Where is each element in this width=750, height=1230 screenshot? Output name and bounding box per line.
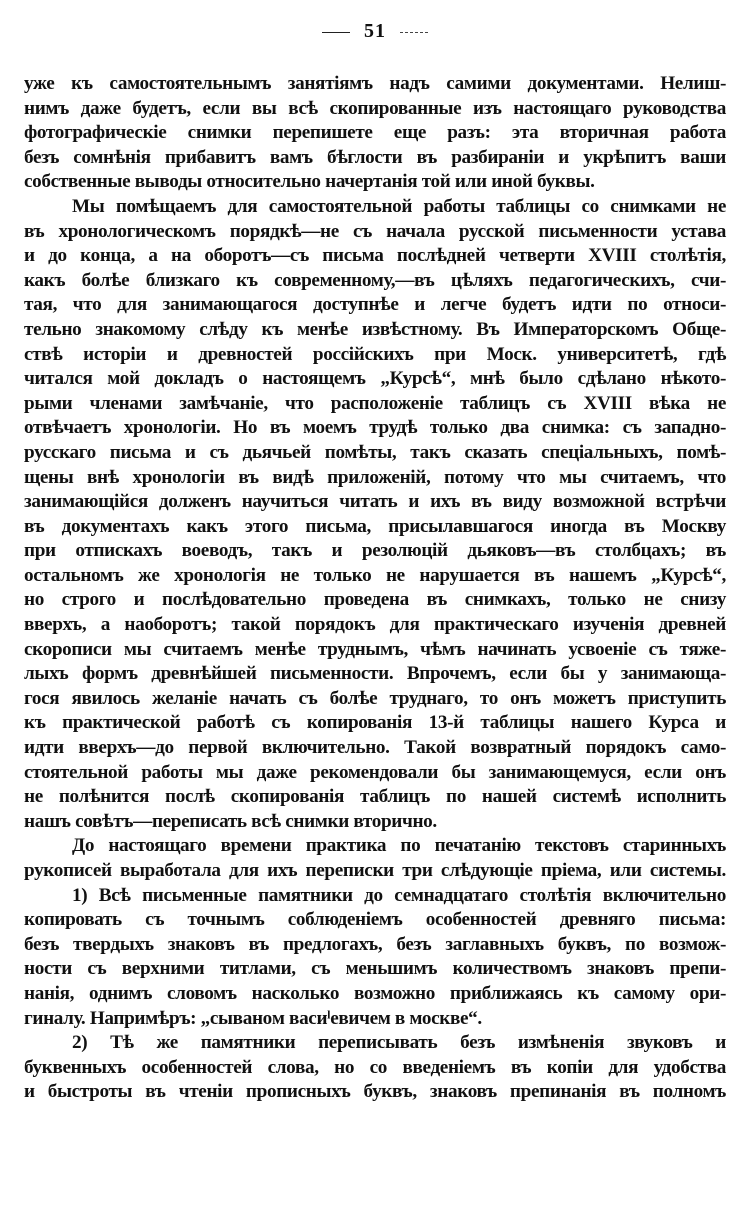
page-number-header: [0, 20, 750, 43]
text-line: 2) Тѣ же памятники переписывать безъ измѣненія звуковъ и: [72, 1032, 726, 1054]
text-line: въ хронологическомъ порядкѣ—не съ начала русской письменности устава: [24, 220, 726, 242]
text-line: лыхъ формъ древнѣйшей письменности. Впрочемъ, если бы у занимающа-: [24, 663, 726, 685]
text-line: и быстроты въ чтеніи прописныхъ буквъ, знаковъ препинанія въ полномъ: [24, 1081, 726, 1103]
text-line: скорописи мы считаемъ менѣе труднымъ, чѣмъ начинать усвоеніе съ тяже-: [24, 638, 726, 660]
text-line: копировать съ точнымъ соблюденіемъ особенностей древняго письма:: [24, 909, 726, 931]
text-line: Мы помѣщаемъ для самостоятельной работы таблицы со снимками не: [72, 195, 726, 217]
text-line: тельно знакомому слѣду къ менѣе извѣстному. Въ Императорскомъ Обще-: [24, 318, 726, 340]
left-dash-rule: [322, 32, 350, 33]
right-dash-rule: [400, 32, 428, 33]
text-line: уже къ самостоятельнымъ занятіямъ надъ самими документами. Нелиш-: [24, 73, 726, 94]
text-line: нанія, однимъ словомъ насколько возможно приближаясь къ самому ори-: [24, 982, 726, 1004]
text-line: вверхъ, а наоборотъ; такой порядокъ для практическаго изученія древней: [24, 614, 726, 636]
text-line: тая, что для занимающагося доступнѣе и легче будетъ идти по относи-: [24, 294, 726, 316]
text-line: рыми членами замѣчаніе, что расположеніе таблицъ съ XVIII вѣка не: [24, 392, 726, 414]
text-line: гиналу. Напримѣръ: „сыванoм васиˡевичем в москве“.: [24, 1007, 482, 1029]
text-line: въ документахъ какъ этого письма, присылавшагося иногда въ Москву: [24, 515, 726, 537]
text-line: ствѣ исторіи и древностей россійскихъ при Моск. университетѣ, гдѣ: [24, 343, 726, 365]
text-line: безъ сомнѣнія прибавитъ вамъ бѣглости въ разбираніи и укрѣпитъ ваши: [24, 146, 726, 168]
text-line: занимающійся долженъ научиться читать и ихъ въ виду возможной встрѣчи: [24, 491, 726, 513]
text-line: ности съ верхними титлами, съ меньшимъ количествомъ знаковъ препи-: [24, 958, 726, 980]
text-line: нашъ совѣтъ—переписать всѣ снимки вторично.: [24, 810, 437, 832]
text-line: и до конца, а на оборотъ—съ письма послѣдней четверти XVIII столѣтія,: [24, 245, 726, 267]
text-line: стоятельной работы мы даже рекомендовали бы занимающемуся, если онъ: [24, 761, 726, 783]
text-line: фотографическіе снимки перепишете еще разъ: эта вторичная работа: [24, 122, 726, 144]
text-line: но строго и послѣдовательно проведена въ снимкахъ, только не снизу: [24, 589, 726, 611]
text-line: отвѣчаетъ хронологіи. Но въ моемъ трудѣ только два снимка: съ западно-: [24, 417, 726, 439]
text-line: не полѣнится послѣ скопированія таблицъ по нашей системѣ исполнить: [24, 786, 726, 808]
text-line: буквенныхъ особенностей слова, но со введеніемъ въ копіи для удобства: [24, 1056, 726, 1078]
body-text: [24, 72, 726, 1105]
text-line: читался мой докладъ о настоящемъ „Курсѣ“, мнѣ было сдѣлано нѣкото-: [24, 368, 726, 390]
page-number: 51: [364, 20, 386, 42]
text-line: безъ твердыхъ знаковъ въ предлогахъ, безъ заглавныхъ буквъ, по возмож-: [24, 933, 726, 955]
text-line: собственные выводы относительно начертанія той или иной буквы.: [24, 171, 595, 193]
text-line: гося явилось желаніе начать съ болѣе труднаго, то онъ можетъ приступить: [24, 687, 726, 709]
text-line: идти вверхъ—до первой включительно. Такой возвратный порядокъ само-: [24, 737, 726, 759]
text-line: къ практической работѣ съ копированія 13-й таблицы нашего Курса и: [24, 712, 726, 734]
text-line: какъ болѣе близкаго къ современному,—въ цѣляхъ педагогическихъ, счи-: [24, 269, 726, 291]
text-line: До настоящаго времени практика по печатанію текстовъ старинныхъ: [72, 835, 726, 857]
text-line: остальномъ же хронологія не только не нарушается въ нашемъ „Курсѣ“,: [24, 564, 726, 586]
text-line: щены внѣ хронологіи въ видѣ приложеній, потому что мы считаемъ, что: [24, 466, 726, 488]
text-line: нимъ даже будетъ, если вы всѣ скопированные изъ настоящаго руководства: [24, 97, 726, 119]
text-line: 1) Всѣ письменные памятники до семнадцатаго столѣтія включительно: [72, 884, 726, 906]
text-line: при отпискахъ воеводъ, такъ и резолюцій дьяковъ—въ столбцахъ; въ: [24, 540, 726, 562]
text-line: рукописей выработала для ихъ переписки три слѣдующіе пріема, или системы.: [24, 860, 726, 881]
text-line: русскаго письма и съ дьячьей помѣты, такъ сказать спеціальныхъ, помѣ-: [24, 441, 726, 463]
